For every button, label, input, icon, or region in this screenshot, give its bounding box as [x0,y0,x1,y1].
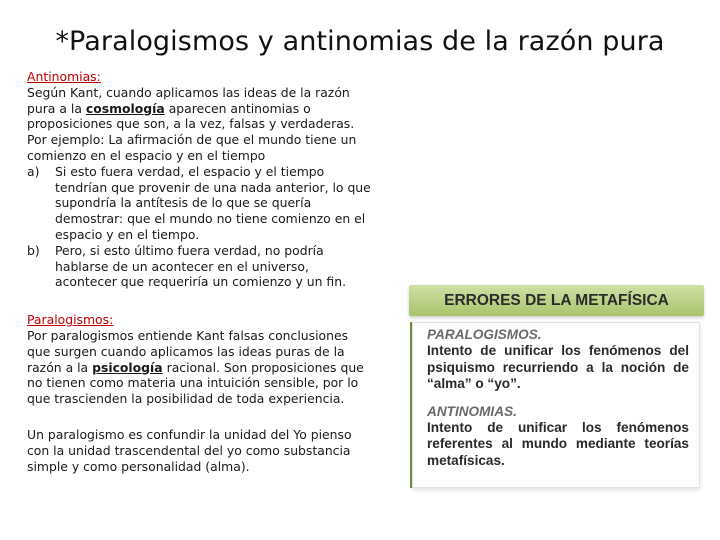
paralogismos-heading: Paralogismos: [27,312,114,328]
list-item-b [27,243,372,290]
closing-text: Un paralogismo es confundir la unidad del Yo pienso con la unidad trascendental del yo como substancia simple y como personalidad (alma). [27,426,352,474]
errors-card-header: ERRORES DE LA METAFÍSICA [409,285,704,316]
para-text: Por paralogismos entiende Kant falsas conclusiones que surgen cuando aplicamos las ideas puras de la razón a la [27,327,349,375]
card-paralogismos-label: PARALOGISMOS. [427,327,542,342]
main-text [27,69,372,474]
list-text-a: Si esto fuera verdad, el espacio y el tiempo tendrían que provenir de una nada anterior, lo que supondría la antítesis de lo que se quería demostrar: que el mundo no tiene comienzo en el espacio y en el tiempo. [55,163,371,242]
card-antinomias-text: Intento de unificar los fenómenos referentes al mundo mediante teorías metafísicas. [427,420,689,468]
card-paralogismos-text: Intento de unificar los fenómenos del psiquismo recurriendo a la noción de “alma” o “yo”. [427,343,689,392]
slide-title: *Paralogismos y antinomias de la razón pura [55,26,665,57]
intro-text: Según Kant, cuando aplicamos las ideas de la razón pura a la [27,84,350,116]
antinomias-intro [27,85,372,132]
intro-text-cont: aparecen antinomias o proposiciones que son, a la vez, falsas y verdaderas. [27,100,355,132]
para-text-cont: racional. Son proposiciones que no tienen como materia una intuición sensible, por lo que trascienden la posibilidad de toda experiencia. [27,359,364,407]
example-text: Por ejemplo: La afirmación de que el mundo tiene un comienzo en el espacio y en el tiempo [27,132,357,163]
list-text-b: Pero, si esto último fuera verdad, no podría hablarse de un acontecer en el universo, acontecer que requeriría un comienzo y un fin. [55,242,347,290]
paralogismos-text [27,328,372,407]
psicologia-term: psicología [92,359,163,375]
list-marker-a: a) [27,163,40,179]
list-marker-b: b) [27,242,40,258]
cosmologia-term: cosmología [85,100,165,116]
antinomias-heading: Antinomias: [27,69,101,84]
errors-card-body [412,322,700,488]
card-antinomias-label: ANTINOMIAS. [427,403,517,419]
list-item-a [27,164,372,243]
